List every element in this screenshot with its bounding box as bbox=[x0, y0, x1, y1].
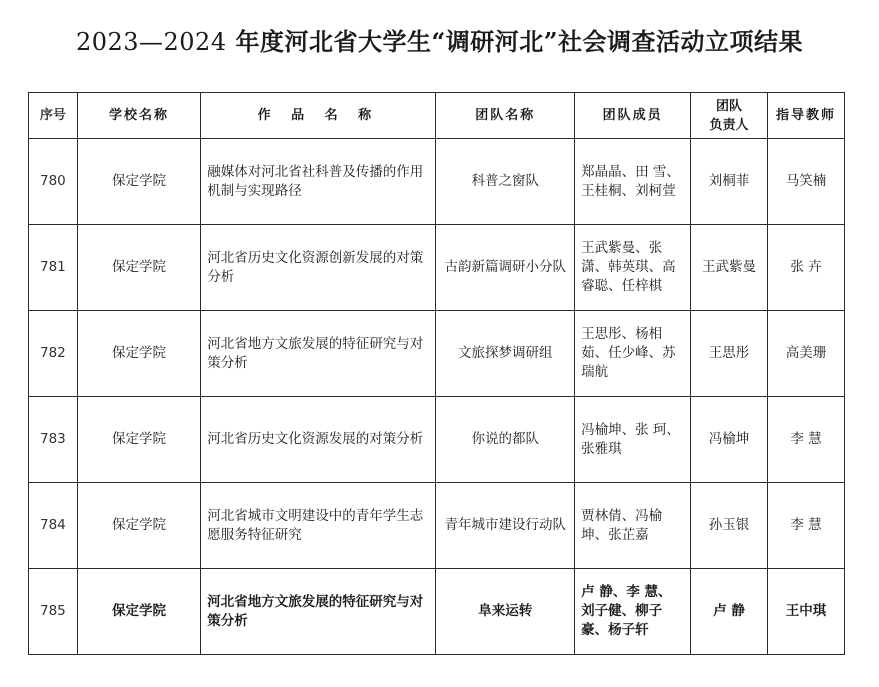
cell-project: 河北省历史文化资源创新发展的对策分析 bbox=[201, 225, 436, 311]
title-text: 年度河北省大学生“调研河北”社会调查活动立项结果 bbox=[226, 27, 804, 56]
page-title bbox=[0, 22, 879, 57]
cell-no: 780 bbox=[29, 139, 78, 225]
cell-teacher: 张 卉 bbox=[768, 225, 845, 311]
header-project: 作 品 名 称 bbox=[201, 93, 436, 139]
results-table bbox=[28, 92, 845, 655]
cell-no: 785 bbox=[29, 569, 78, 655]
cell-team: 古韵新篇调研小分队 bbox=[436, 225, 575, 311]
cell-no: 784 bbox=[29, 483, 78, 569]
table-row-highlighted bbox=[29, 569, 845, 655]
table-row bbox=[29, 483, 845, 569]
table-header-row bbox=[29, 93, 845, 139]
table-row bbox=[29, 397, 845, 483]
cell-school: 保定学院 bbox=[77, 569, 201, 655]
cell-team: 文旅探梦调研组 bbox=[436, 311, 575, 397]
cell-teacher: 高美珊 bbox=[768, 311, 845, 397]
cell-teacher: 马笑楠 bbox=[768, 139, 845, 225]
cell-school: 保定学院 bbox=[77, 483, 201, 569]
cell-leader: 王武紫曼 bbox=[691, 225, 768, 311]
cell-school: 保定学院 bbox=[77, 311, 201, 397]
cell-project: 河北省地方文旅发展的特征研究与对策分析 bbox=[201, 569, 436, 655]
cell-members: 冯榆坤、张 珂、张雅琪 bbox=[575, 397, 691, 483]
cell-teacher: 李 慧 bbox=[768, 483, 845, 569]
header-team: 团队名称 bbox=[436, 93, 575, 139]
table-row bbox=[29, 225, 845, 311]
table-row bbox=[29, 311, 845, 397]
header-leader bbox=[691, 93, 768, 139]
cell-team: 你说的都队 bbox=[436, 397, 575, 483]
cell-members: 王武紫曼、张 潇、韩英琪、高睿聪、任梓棋 bbox=[575, 225, 691, 311]
cell-no: 783 bbox=[29, 397, 78, 483]
cell-no: 781 bbox=[29, 225, 78, 311]
cell-no: 782 bbox=[29, 311, 78, 397]
header-leader-line2: 负责人 bbox=[709, 117, 749, 133]
cell-school: 保定学院 bbox=[77, 225, 201, 311]
cell-project: 融媒体对河北省社科普及传播的作用机制与实现路径 bbox=[201, 139, 436, 225]
header-no: 序号 bbox=[29, 93, 78, 139]
cell-project: 河北省城市文明建设中的青年学生志愿服务特征研究 bbox=[201, 483, 436, 569]
cell-team: 科普之窗队 bbox=[436, 139, 575, 225]
cell-project: 河北省历史文化资源发展的对策分析 bbox=[201, 397, 436, 483]
cell-teacher: 李 慧 bbox=[768, 397, 845, 483]
cell-team: 青年城市建设行动队 bbox=[436, 483, 575, 569]
cell-leader: 卢 静 bbox=[691, 569, 768, 655]
cell-leader: 冯榆坤 bbox=[691, 397, 768, 483]
cell-members: 王思彤、杨相茹、任少峰、苏瑞航 bbox=[575, 311, 691, 397]
cell-project: 河北省地方文旅发展的特征研究与对策分析 bbox=[201, 311, 436, 397]
header-school: 学校名称 bbox=[77, 93, 201, 139]
cell-members: 郑晶晶、田 雪、王桂桐、刘柯萱 bbox=[575, 139, 691, 225]
header-members: 团队成员 bbox=[575, 93, 691, 139]
header-leader-line1: 团队 bbox=[716, 98, 743, 114]
cell-leader: 王思彤 bbox=[691, 311, 768, 397]
cell-leader: 孙玉银 bbox=[691, 483, 768, 569]
cell-school: 保定学院 bbox=[77, 139, 201, 225]
cell-school: 保定学院 bbox=[77, 397, 201, 483]
cell-members: 卢 静、李 慧、刘子健、柳子豪、杨子轩 bbox=[575, 569, 691, 655]
cell-teacher: 王中琪 bbox=[768, 569, 845, 655]
header-teacher: 指导教师 bbox=[768, 93, 845, 139]
title-years: 2023—2024 bbox=[75, 28, 227, 56]
cell-leader: 刘桐菲 bbox=[691, 139, 768, 225]
table-row bbox=[29, 139, 845, 225]
cell-members: 贾林倩、冯榆坤、张芷嘉 bbox=[575, 483, 691, 569]
cell-team: 阜来运转 bbox=[436, 569, 575, 655]
